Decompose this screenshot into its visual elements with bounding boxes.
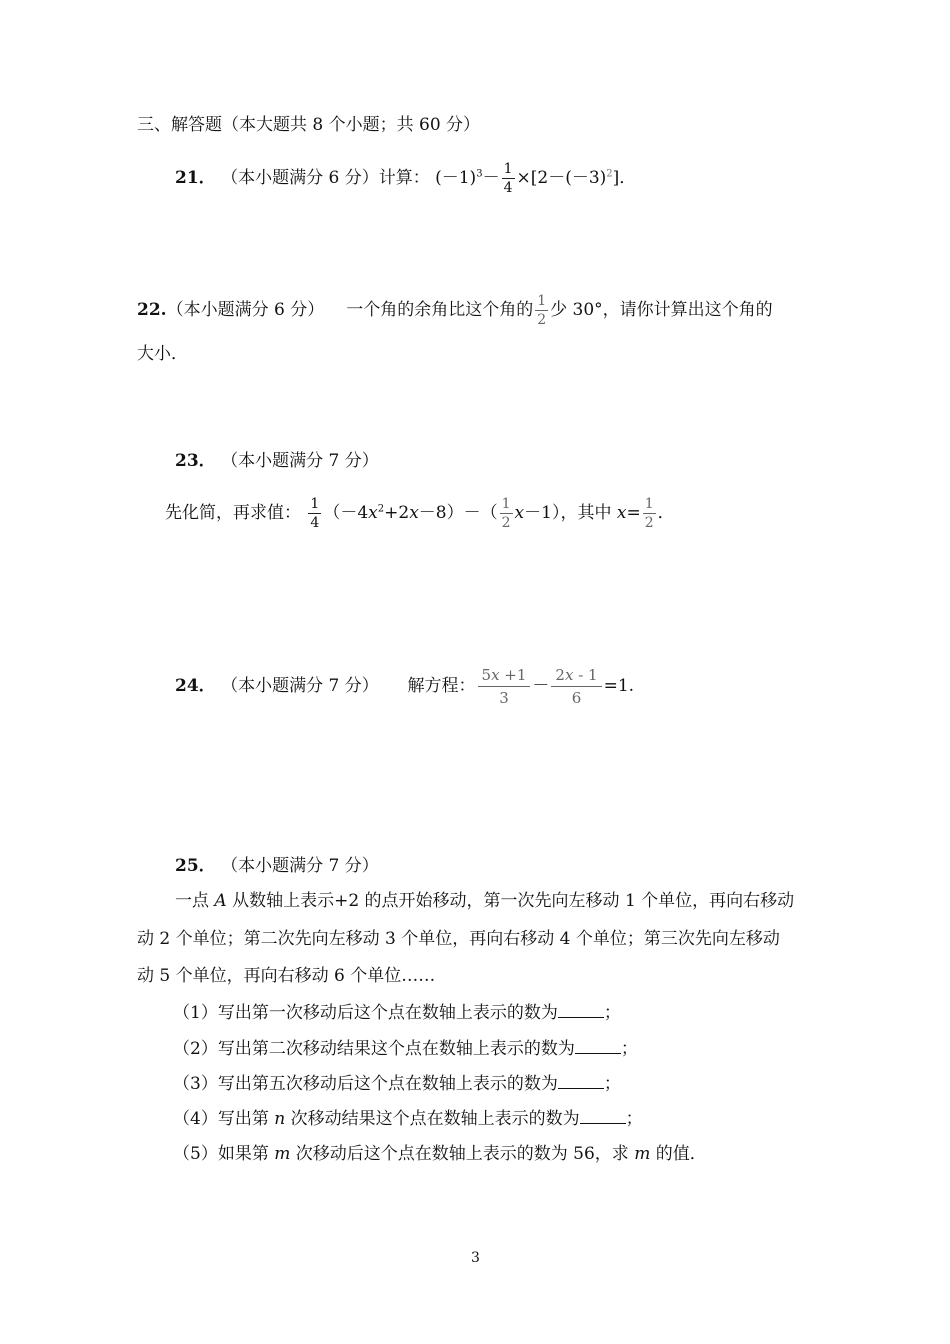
q22-text-b: 少 30°，请你计算出这个角的 bbox=[550, 300, 773, 320]
q25-line-1 bbox=[175, 890, 794, 912]
q23-square: 2 bbox=[377, 503, 385, 515]
q25-sub-1 bbox=[173, 1001, 621, 1024]
q24-f2-var-x: x bbox=[564, 666, 574, 684]
q24-minus: － bbox=[532, 676, 550, 696]
q23-p5: = bbox=[626, 503, 641, 523]
q24-f1-num-a: 5 bbox=[481, 666, 492, 684]
q25-meta: （本小题满分 7 分） bbox=[221, 856, 379, 876]
q21-meta: （本小题满分 6 分）计算： bbox=[221, 168, 430, 188]
q21-number: 21． bbox=[175, 168, 216, 188]
q22-text-a: 一个角的余角比这个角的 bbox=[346, 300, 534, 320]
q25-sub3-text: （3）写出第五次移动后这个点在数轴上表示的数为 bbox=[173, 1074, 558, 1094]
q25-sub-2 bbox=[173, 1037, 638, 1060]
q22-fraction bbox=[535, 292, 548, 329]
q25-line-3: 动 5 个单位，再向右移动 6 个单位…… bbox=[137, 966, 436, 986]
question-25-header bbox=[175, 855, 379, 877]
page-number: 3 bbox=[471, 1250, 480, 1266]
q25-sub5-c: 的值． bbox=[650, 1144, 707, 1164]
q24-f2-num-b: - 1 bbox=[573, 666, 598, 684]
q25-sub2-text: （2）写出第二次移动结果这个点在数轴上表示的数为 bbox=[173, 1039, 575, 1059]
q23-var-x-3: x bbox=[514, 503, 525, 523]
q24-f1-num-b: +1 bbox=[499, 666, 527, 684]
q25-sub1-text: （1）写出第一次移动后这个点在数轴上表示的数为 bbox=[173, 1003, 558, 1023]
q23-f1-num: 1 bbox=[310, 496, 320, 512]
q23-var-x-2: x bbox=[409, 503, 419, 523]
q21-expr-a: (－1) bbox=[435, 168, 477, 188]
q23-f2-num: 1 bbox=[501, 496, 511, 512]
q25-point-a: A bbox=[214, 891, 227, 911]
q24-f2-den: 6 bbox=[571, 689, 582, 707]
q25-var-m-2: m bbox=[634, 1144, 651, 1164]
q25-sub4-a: （4）写出第 bbox=[173, 1109, 275, 1129]
q23-p1: （－4 bbox=[323, 503, 369, 523]
q21-exp-b: 2 bbox=[606, 168, 613, 180]
q23-f3-num: 1 bbox=[644, 496, 654, 512]
q25-var-n: n bbox=[274, 1109, 286, 1129]
q25-sub1-semi: ； bbox=[603, 1003, 621, 1023]
q23-p3: －8）－（ bbox=[418, 503, 498, 523]
q23-p6: ． bbox=[657, 503, 675, 523]
q23-fraction-2 bbox=[500, 495, 513, 532]
q25-sub-4 bbox=[173, 1107, 643, 1130]
q23-meta: （本小题满分 7 分） bbox=[221, 451, 379, 471]
q24-number: 24． bbox=[175, 676, 216, 696]
q23-lead: 先化简，再求值： bbox=[165, 503, 301, 523]
q24-f1-num bbox=[478, 664, 531, 687]
q25-sub3-semi: ； bbox=[603, 1074, 621, 1094]
q23-fraction-1 bbox=[308, 495, 321, 532]
q23-var-x-4: x bbox=[616, 503, 627, 523]
answer-blank-2[interactable] bbox=[575, 1037, 621, 1054]
q21-frac-num: 1 bbox=[503, 161, 513, 177]
q24-f1-den: 3 bbox=[499, 689, 509, 707]
q22-frac-num: 1 bbox=[537, 293, 547, 309]
q24-f2-num-a: 2 bbox=[555, 666, 565, 684]
q25-sub4-semi: ； bbox=[625, 1109, 643, 1129]
q25-line1-b: 从数轴上表示+2 的点开始移动，第一次先向左移动 1 个单位，再向右移动 bbox=[226, 891, 795, 911]
q22-frac-den: 2 bbox=[537, 312, 547, 328]
q21-expr-c: ]． bbox=[612, 168, 637, 188]
q21-frac-den: 4 bbox=[503, 180, 513, 196]
q25-var-m: m bbox=[274, 1144, 291, 1164]
q21-fraction bbox=[502, 160, 515, 197]
q24-fraction-2 bbox=[551, 664, 601, 709]
q23-p2: +2 bbox=[384, 503, 410, 523]
question-22 bbox=[137, 292, 773, 329]
q22-number: 22. bbox=[137, 300, 167, 320]
question-24 bbox=[175, 664, 634, 709]
answer-blank-4[interactable] bbox=[580, 1107, 626, 1124]
answer-blank-1[interactable] bbox=[558, 1001, 604, 1018]
q24-f1-var-x: x bbox=[491, 666, 500, 684]
question-23-body bbox=[165, 495, 675, 532]
q23-f3-den: 2 bbox=[644, 515, 654, 531]
q25-sub2-semi: ； bbox=[620, 1039, 638, 1059]
q25-sub4-b: 次移动结果这个点在数轴上表示的数为 bbox=[285, 1109, 580, 1129]
q25-sub-3 bbox=[173, 1072, 621, 1095]
q21-exp-a: 3 bbox=[476, 168, 483, 180]
answer-blank-3[interactable] bbox=[558, 1072, 604, 1089]
q23-p4: －1），其中 bbox=[524, 503, 612, 523]
q22-meta: （本小题满分 6 分） bbox=[166, 300, 325, 320]
q24-meta: （本小题满分 7 分） bbox=[221, 676, 379, 696]
q23-f1-den: 4 bbox=[310, 515, 320, 531]
q22-text-c: 大小． bbox=[137, 344, 188, 364]
q25-sub5-b: 次移动后这个点在数轴上表示的数为 56，求 bbox=[290, 1144, 635, 1164]
question-23-header bbox=[175, 450, 379, 472]
q21-expr-b: ×[2－(－3) bbox=[516, 168, 607, 188]
question-21 bbox=[175, 160, 636, 197]
q23-fraction-3 bbox=[643, 495, 656, 532]
q24-fraction-1 bbox=[478, 664, 531, 709]
q24-lead: 解方程： bbox=[407, 676, 476, 696]
q25-line1-a: 一点 bbox=[175, 891, 215, 911]
q25-sub-5 bbox=[173, 1143, 707, 1165]
q25-line-2: 动 2 个单位；第二次先向左移动 3 个单位，再向右移动 4 个单位；第三次先向左移动 bbox=[137, 929, 780, 949]
q25-number: 25． bbox=[175, 856, 216, 876]
q23-var-x: x bbox=[368, 503, 378, 523]
q23-number: 23． bbox=[175, 451, 216, 471]
q25-sub5-a: （5）如果第 bbox=[173, 1144, 275, 1164]
q21-minus: － bbox=[482, 168, 500, 188]
q24-f2-num bbox=[551, 664, 601, 687]
section-header: 三、解答题（本大题共 8 个小题；共 60 分） bbox=[137, 115, 481, 135]
q23-f2-den: 2 bbox=[501, 515, 511, 531]
q24-rhs: =1. bbox=[603, 676, 635, 696]
